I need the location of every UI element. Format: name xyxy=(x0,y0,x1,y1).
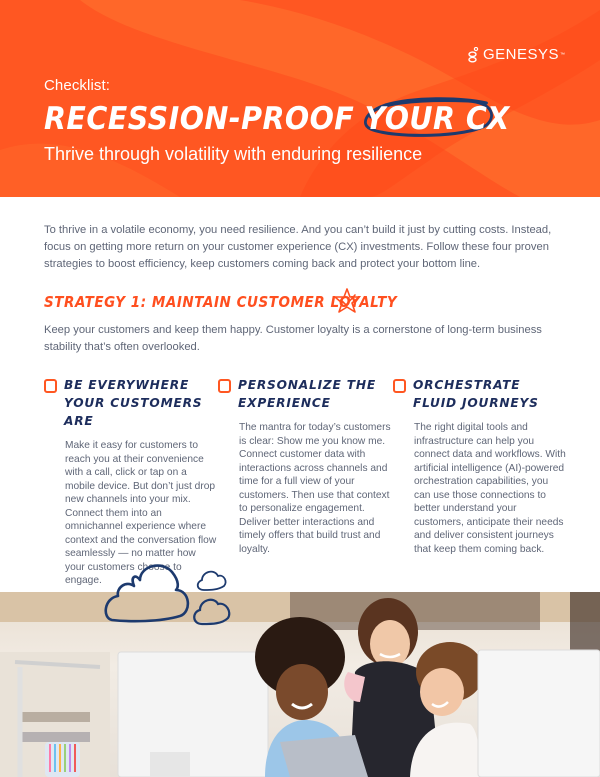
eyebrow-label: Checklist: xyxy=(44,77,111,94)
checklist-item-title: PERSONALIZE THE EXPERIENCE xyxy=(238,378,376,410)
star-check-icon xyxy=(333,287,361,315)
photo-illustration xyxy=(0,592,600,777)
hero-banner xyxy=(0,0,600,197)
genesys-logo xyxy=(468,46,566,63)
office-team-photo xyxy=(0,592,600,777)
checklist-item-body: The mantra for today’s customers is clear: Show me you know me. Connect customer data with interactions across channels and time for a full view of your customers. Then use that context to personalize engagement. Deliver better interactions and timely offers that build trust and loyalty. xyxy=(239,422,391,555)
intro-paragraph: To thrive in a volatile economy, you need resilience. And you can’t build it just by cutting costs. Instead, focus on getting more return on your customer experience (CX) investments. Follow these four proven strategies to boost efficiency, keep customers coming back and protect your bottom line. xyxy=(44,224,552,270)
strategy-heading xyxy=(44,293,436,311)
checklist-item xyxy=(44,376,219,588)
checklist-item-title: BE EVERYWHERE YOUR CUSTOMERS ARE xyxy=(64,378,203,428)
page-subtitle: Thrive through volatility with enduring resilience xyxy=(44,144,423,164)
checklist-item xyxy=(393,376,568,556)
checklist-item-body: Make it easy for customers to reach you at their convenience with a call, click or tap on a mobile device. But don’t just drop new channels into your mix. Connect them into an omnichannel experience where context and the conversation flow seamlessly — no matter how your customers choose to engage. xyxy=(65,440,217,586)
checkbox[interactable] xyxy=(44,379,57,393)
strategy-title: STRATEGY 1: MAINTAIN CUSTOMER LOYALTY xyxy=(44,293,398,311)
checklist-item xyxy=(218,376,393,556)
checkbox[interactable] xyxy=(393,379,406,393)
brush-swoosh-decoration xyxy=(0,0,600,197)
checklist-item-body: The right digital tools and infrastructure can help you connect data and workflows. With artificial intelligence (AI)-powered orchestration capabilities, you can use those connections to better understand your customers, anticipate their needs and deliver consistent journeys that keep them coming back. xyxy=(414,422,566,555)
title-main: RECESSION-PROOF xyxy=(44,101,365,137)
genesys-logo-icon xyxy=(468,47,479,63)
strategy-description: Keep your customers and keep them happy. Customer loyalty is a cornerstone of long-term business stability that’s often overlooked. xyxy=(44,324,542,353)
hand-drawn-clouds-icon xyxy=(100,560,250,630)
page-title xyxy=(44,101,510,137)
checklist-item-title: ORCHESTRATE FLUID JOURNEYS xyxy=(413,378,539,410)
title-highlight: YOUR CX xyxy=(365,101,510,137)
checkbox[interactable] xyxy=(218,379,231,393)
brand-name: GENESYS xyxy=(483,46,560,63)
trademark: ™ xyxy=(560,51,566,58)
